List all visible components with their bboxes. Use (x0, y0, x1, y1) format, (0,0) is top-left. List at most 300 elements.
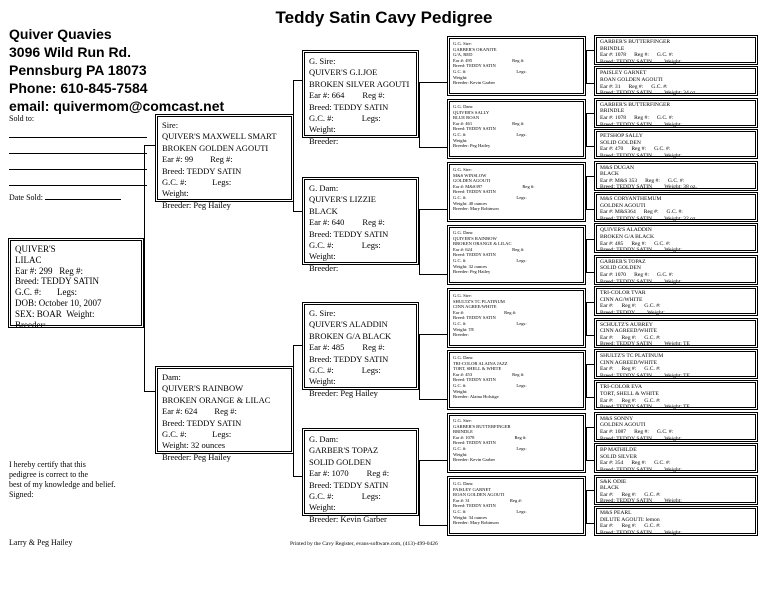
field-row (600, 153, 752, 160)
gg-reg: Reg #: (512, 120, 525, 126)
subject-breed: Breed: TEDDY SATIN (15, 276, 99, 287)
grandparent-breeder: Breeder: Kevin Garber (309, 513, 387, 524)
ggg-ear: Ear #: 1087 (600, 428, 627, 435)
great-grandparent-box (447, 413, 586, 473)
ggg-color: ROAN GOLDEN AGOUTI (600, 76, 663, 83)
ggg-ear: Ear #: (600, 303, 614, 310)
ggg-breed: Breed: TEDDY SATIN (600, 435, 653, 442)
ggg-breed: Breed: TEDDY SATIN (600, 372, 653, 379)
ggg-box (594, 161, 758, 191)
gg-name: M&S WINSLOW (453, 172, 487, 178)
gg-color: GOLDEN AGOUTI (453, 178, 491, 184)
gg-name: GARBER'S OKANITE (453, 46, 497, 52)
sold-to-line-4 (9, 185, 147, 186)
subject-name: QUIVER'S (15, 244, 56, 254)
certify-line: best of my knowledge and belief. (9, 480, 116, 489)
ggg-numbers (600, 303, 752, 310)
gg-breed: Breed: TEDDY SATIN (453, 440, 496, 446)
dam-box (155, 366, 294, 462)
gg-color: BLUE ROAN (453, 115, 480, 121)
ggg-box (594, 66, 758, 96)
ggg-numbers (600, 241, 752, 248)
grandparent-color: BLACK (309, 205, 338, 216)
grandparent-gc: G.C. #: (309, 113, 334, 124)
connector-grand (419, 82, 448, 148)
great-grandparent-box (447, 162, 586, 222)
ggg-numbers (600, 178, 752, 185)
ggg-gc: G.C. #: (644, 334, 661, 341)
gg-label: G.G. Sire: (453, 167, 472, 172)
ggg-numbers (600, 146, 752, 153)
grandparent-reg: Reg #: (366, 468, 390, 479)
field-row (600, 436, 752, 443)
ggg-reg: Reg #: (631, 240, 647, 247)
ggg-gc: G.C. #: (656, 52, 674, 59)
ggg-color: GOLDEN AGOUTI (600, 202, 646, 209)
gg-gc: G.C. #: (453, 68, 467, 74)
field-row (309, 342, 412, 353)
ggg-box (594, 380, 758, 410)
ggg-weight: Weight: (664, 529, 682, 536)
ggg-reg: Reg #: (621, 366, 637, 373)
ggg-name: TRI-COLOR EVA (600, 384, 643, 391)
gg-label: G.G. Dam: (453, 104, 474, 109)
ggg-breed: Breed: TEDDY SATIN (600, 498, 653, 505)
ggg-breed: Breed: TEDDY SATIN (600, 404, 653, 411)
field-row (600, 310, 752, 317)
field-row (600, 404, 752, 411)
gg-breed: Breed: TEDDY SATIN (453, 252, 496, 258)
ggg-numbers (600, 84, 752, 91)
field-row (600, 373, 752, 380)
ggg-reg: Reg #: (621, 334, 637, 341)
gg-weight: Weight: TE (453, 326, 475, 332)
ggg-reg: Reg #: (621, 303, 637, 310)
dam-label: Dam: (162, 372, 181, 382)
ggg-ear: Ear #: 485 (600, 240, 624, 247)
gg-weight: Weight: (453, 137, 468, 143)
gg-label: G.G. Dam: (453, 355, 474, 360)
subject-legs: Legs: (57, 287, 78, 298)
ggg-reg: Reg #: (634, 52, 649, 59)
gg-ear: Ear #: 495 (453, 57, 473, 63)
ggg-weight: Weight: TE (664, 341, 690, 348)
grandparent-box (302, 428, 419, 524)
grandparent-breeder: Breeder: (309, 135, 339, 146)
sire-name: QUIVER'S MAXWELL SMART (162, 131, 277, 142)
ggg-box (594, 192, 758, 222)
gg-breed: Breed: TEDDY SATIN (453, 377, 496, 383)
subject-box (8, 238, 144, 328)
ggg-reg: Reg #: (634, 428, 649, 435)
ggg-color: CINN AGREED/WHITE (600, 359, 658, 366)
ggg-color: SOLID GOLDEN (600, 265, 641, 272)
ggg-breed: Breed: TEDDY SATIN (600, 466, 653, 473)
ggg-reg: Reg #: (631, 460, 647, 467)
field-row (309, 468, 412, 479)
grandparent-gc: G.C. #: (309, 365, 334, 376)
sire-reg: Reg #: (210, 154, 233, 165)
dam-name: QUIVER'S RAINBOW (162, 383, 244, 394)
field-row (600, 90, 752, 97)
ggg-gc: G.C. #: (644, 491, 661, 498)
ggg-gc: G.C. #: (654, 146, 671, 153)
grandparent-ear: Ear #: 1070 (309, 468, 349, 479)
ggg-box (594, 506, 758, 536)
ggg-name: GARBER'S TOPAZ (600, 258, 646, 265)
ggg-box (594, 129, 758, 159)
gg-legs: Legs: (516, 382, 527, 388)
field-row (600, 341, 752, 348)
gg-ear: Ear #: M&S397 (453, 183, 483, 189)
ggg-numbers (600, 366, 752, 373)
connector-grand (419, 209, 448, 275)
gg-label: G.G. Sire: (453, 418, 472, 423)
gg-breed: Breed: TEDDY SATIN (453, 189, 496, 195)
ggg-numbers (600, 398, 752, 405)
gg-name: TRI-COLOR ALAINA JAZZ (453, 360, 508, 366)
signed-label: Signed: (9, 490, 34, 499)
ggg-gc: G.C. #: (667, 177, 685, 184)
grandparent-reg: Reg #: (362, 342, 385, 353)
grandparent-breed: Breed: TEDDY SATIN (309, 228, 389, 239)
date-sold-label: Date Sold: (9, 193, 43, 202)
gg-label: G.G. Sire: (453, 41, 472, 46)
grandparent-weight: Weight: (309, 502, 336, 513)
grandparent-legs: Legs: (361, 240, 381, 251)
grandparent-ear: Ear #: 664 (309, 90, 345, 101)
ggg-gc: G.C. #: (656, 428, 674, 435)
breeder-info (9, 25, 224, 115)
ggg-name: S&K ODIE (600, 478, 627, 485)
ggg-color: GOLDEN AGOUTI (600, 422, 646, 429)
gg-reg: Reg #: (514, 434, 527, 440)
ggg-color: BLACK (600, 485, 619, 492)
grandparent-box (302, 177, 419, 273)
signer-name: Larry & Peg Hailey (9, 538, 73, 547)
dam-breeder: Breeder: Peg Hailey (162, 451, 231, 462)
ggg-name: M&S PEARL (600, 510, 632, 516)
gg-reg: Reg #: (522, 183, 535, 189)
grandparent-label: G. Dam: (309, 434, 339, 444)
ggg-reg: Reg #: (621, 397, 637, 404)
grandparent-breed: Breed: TEDDY SATIN (309, 101, 389, 112)
grandparent-color: BROKEN SILVER AGOUTI (309, 78, 410, 89)
grandparent-name: GARBER'S TOPAZ (309, 445, 379, 456)
grandparent-reg: Reg #: (362, 90, 385, 101)
gg-weight: Weight: (453, 74, 468, 80)
gg-ear: Ear #: 1078 (453, 434, 475, 440)
gg-color: CINN AGREE/WHITE (453, 304, 497, 310)
gg-legs: Legs: (516, 68, 527, 74)
gg-name: QUIVER'S RAINBOW (453, 235, 497, 241)
certification (9, 460, 116, 500)
dam-weight: Weight: 32 ounces (162, 440, 226, 451)
gg-reg: Reg #: (509, 497, 522, 503)
great-grandparent-box (447, 350, 586, 410)
grandparent-legs: Legs: (361, 113, 381, 124)
ggg-box (594, 349, 758, 379)
grandparent-ear: Ear #: 485 (309, 342, 345, 353)
gg-ear: Ear #: 624 (453, 246, 473, 252)
ggg-numbers (600, 209, 752, 216)
ggg-weight: Weight: (664, 278, 682, 285)
ggg-name: TRI-COLOR TVAR (600, 290, 646, 297)
ggg-gc: G.C. #: (666, 209, 683, 216)
ggg-breed: Breed: TEDDY SATIN (600, 341, 653, 348)
gg-gc: G.C. #: (453, 445, 467, 451)
breeder-email: email: quivermom@comcast.net (9, 98, 225, 114)
ggg-name: SHULTZ'S TC PLATINUM (600, 353, 664, 359)
certify-line: I hereby certify that this (9, 460, 86, 469)
great-grandparent-box (447, 476, 586, 536)
ggg-color: BROKEN G/A BLACK (600, 233, 655, 240)
gg-legs: Legs: (516, 194, 527, 200)
ggg-box (594, 318, 758, 348)
ggg-weight: Weight: (664, 152, 682, 159)
grandparent-breeder: Breeder: Peg Hailey (309, 387, 378, 398)
subject-gc: G.C. #: (15, 287, 42, 298)
ggg-color: SOLID GOLDEN (600, 139, 641, 146)
ggg-color: BLACK (600, 171, 619, 178)
subject-dob: DOB: October 10, 2007 (15, 297, 102, 308)
ggg-gc: G.C. #: (644, 303, 661, 310)
field-row (600, 530, 752, 537)
gg-color: ROAN GOLDEN AGOUTI (453, 492, 505, 498)
sold-to-line-2 (9, 153, 147, 154)
ggg-name: M&S CORYANTHEMUM (600, 196, 662, 202)
sire-gc: G.C. #: (162, 177, 187, 188)
gg-weight: Weight: 34 ounces (453, 514, 488, 520)
ggg-color: BRINDLE (600, 108, 625, 115)
ggg-breed: Breed: TEDDY SATIN (600, 58, 653, 65)
sire-legs: Legs: (212, 177, 232, 188)
ggg-ear: Ear #: 354 (600, 460, 624, 467)
ggg-ear: Ear #: 1078 (600, 52, 627, 59)
subject-breeder: Breeder: (15, 319, 46, 330)
ggg-ear: Ear #: (600, 491, 614, 498)
ggg-ear: Ear #: M&S364 (600, 209, 636, 216)
grandparent-label: G. Sire: (309, 56, 336, 66)
gg-gc: G.C. #: (453, 382, 467, 388)
dam-breed: Breed: TEDDY SATIN (162, 417, 242, 428)
field-row (600, 59, 752, 66)
ggg-weight: Weight: TE (664, 372, 690, 379)
field-row (600, 247, 752, 254)
grandparent-label: G. Sire: (309, 308, 336, 318)
ggg-weight: Weight: (664, 247, 682, 254)
subject-sex: SEX: BOAR (15, 308, 62, 319)
page-title: Teddy Satin Cavy Pedigree (275, 8, 493, 27)
ggg-gc: G.C. #: (654, 240, 671, 247)
gg-breed: Breed: TEDDY SATIN (453, 503, 496, 509)
field-row (309, 491, 412, 502)
field-row (309, 90, 412, 101)
ggg-weight: Weight: 38 oz. (664, 184, 697, 191)
gg-legs: Legs: (516, 508, 527, 514)
field-row (600, 122, 752, 129)
gg-gc: G.C. #: (453, 194, 467, 200)
great-grandparent-box (447, 225, 586, 285)
gg-breed: Breed: TEDDY SATIN (453, 126, 496, 132)
grandparent-weight: Weight: (309, 376, 336, 387)
ggg-box (594, 223, 758, 253)
ggg-breed: Breed: TEDDY SATIN (600, 121, 653, 128)
gg-gc: G.C. #: (453, 508, 467, 514)
ggg-numbers (600, 429, 752, 436)
field-row (600, 184, 752, 191)
gg-legs: Legs: (516, 445, 527, 451)
ggg-ear: Ear #: 1078 (600, 114, 627, 121)
ggg-name: PETSHOP SALLY (600, 133, 643, 140)
ggg-color: CINN AGREED/WHITE (600, 328, 658, 335)
dam-reg: Reg #: (214, 406, 237, 417)
field-row (600, 279, 752, 286)
ggg-reg: Reg #: (643, 209, 659, 216)
gg-label: G.G. Dam: (453, 230, 474, 235)
gg-weight: Weight: 32 ounces (453, 263, 488, 269)
ggg-name: BP MATHILDE (600, 447, 637, 454)
ggg-breed: Breed: TEDDY SATIN (600, 184, 653, 191)
ggg-weight: Weight: (664, 435, 682, 442)
gg-breeder: Breeder: Peg Hailey (453, 143, 491, 149)
gg-legs: Legs: (516, 257, 527, 263)
grandparent-ear: Ear #: 640 (309, 217, 345, 228)
date-sold (9, 192, 121, 202)
gg-legs: Legs: (516, 131, 527, 137)
ggg-name: QUIVER'S ALADDIN (600, 227, 652, 234)
gg-weight: Weight: (453, 388, 468, 394)
ggg-box (594, 255, 758, 285)
ggg-ear: Ear #: 31 (600, 83, 621, 90)
ggg-numbers (600, 492, 752, 499)
ggg-ear: Ear #: (600, 334, 614, 341)
ggg-reg: Reg #: (634, 271, 649, 278)
great-grandparent-box (447, 288, 586, 348)
ggg-reg: Reg #: (645, 177, 660, 184)
ggg-color: CINN AG/WHITE (600, 296, 643, 303)
date-sold-line (45, 192, 121, 200)
ggg-reg: Reg #: (631, 146, 647, 153)
gg-color: TORT, SHELL & WHITE (453, 366, 502, 372)
grandparent-name: QUIVER'S ALADDIN (309, 319, 388, 330)
dam-color: BROKEN ORANGE & LILAC (162, 394, 271, 405)
ggg-numbers (600, 460, 752, 467)
breeder-phone: Phone: 610-845-7584 (9, 80, 148, 96)
gg-ear: Ear #: 31 (453, 497, 470, 503)
breeder-city: Pennsburg PA 18073 (9, 62, 147, 78)
field-row (309, 240, 412, 251)
ggg-weight: Weight: (664, 58, 682, 65)
ggg-box (594, 98, 758, 128)
breeder-name: Quiver Quavies (9, 26, 112, 42)
grandparent-name: QUIVER'S G.I.JOE (309, 67, 378, 78)
ggg-name: GARBER'S BUTTERFINGER (600, 39, 671, 45)
subject-weight: Weight: (66, 308, 95, 319)
grandparent-name: QUIVER'S LIZZIE (309, 194, 376, 205)
gg-color: G/A, RED (453, 52, 473, 58)
gg-gc: G.C. #: (453, 131, 467, 137)
subject-color: LILAC (15, 254, 42, 265)
gg-breeder: Breeder: (453, 332, 469, 338)
gg-reg: Reg #: (512, 371, 525, 377)
grandparent-reg: Reg #: (362, 217, 385, 228)
ggg-ear: Ear #: (600, 523, 614, 530)
ggg-name: SCHULTZ'S AUBREY (600, 321, 653, 328)
ggg-color: TORT, SHELL & WHITE (600, 390, 659, 397)
grandparent-breed: Breed: TEDDY SATIN (309, 353, 389, 364)
ggg-ear: Ear #: (600, 397, 614, 404)
great-grandparent-box (447, 36, 586, 96)
ggg-gc: G.C. #: (656, 114, 674, 121)
gg-legs: Legs: (516, 320, 527, 326)
gg-weight: Weight: 40 ounces (453, 200, 488, 206)
ggg-weight: Weight: (664, 498, 682, 505)
ggg-gc: G.C. #: (654, 460, 671, 467)
gg-breeder: Breeder: Peg Hailey (453, 269, 491, 275)
ggg-weight: Weight: 34 oz. (664, 90, 697, 97)
ggg-gc: G.C. #: (644, 397, 661, 404)
printed-by: Printed by the Cavy Register, evans-software.com, (413)-499-0426 (290, 541, 438, 547)
ggg-name: M&S SONNY (600, 415, 634, 422)
ggg-breed: Breed: TEDDY SATIN (600, 152, 653, 159)
ggg-reg: Reg #: (634, 114, 649, 121)
ggg-numbers (600, 52, 752, 59)
gg-breeder: Breeder: Alaina Holstige (453, 394, 499, 400)
field-row (309, 217, 412, 228)
gg-reg: Reg #: (512, 57, 525, 63)
connector-grand (419, 334, 448, 400)
dam-legs: Legs: (212, 429, 232, 440)
ggg-breed: Breed: TEDDY SATIN (600, 90, 653, 97)
sire-label: Sire: (162, 120, 179, 130)
ggg-ear: Ear #: 1070 (600, 271, 627, 278)
ggg-breed: Breed: TEDDY SATIN (600, 278, 653, 285)
ggg-gc: G.C. #: (651, 83, 668, 90)
gg-weight: Weight: (453, 451, 468, 457)
sire-color: BROKEN GOLDEN AGOUTI (162, 142, 269, 153)
ggg-gc: G.C. #: (644, 366, 661, 373)
gg-breed: Breed: TEDDY SATIN (453, 315, 496, 321)
ggg-reg: Reg #: (621, 491, 637, 498)
breeder-address: 3096 Wild Run Rd. (9, 44, 132, 60)
gg-ear: Ear #: 453 (453, 371, 473, 377)
gg-label: G.G. Dam: (453, 481, 474, 486)
sold-to-line-1 (9, 137, 147, 138)
ggg-breed: Breed: TEDDY SATIN (600, 529, 653, 536)
ggg-numbers (600, 272, 752, 279)
sold-to-label: Sold to: (9, 114, 35, 123)
field-row (600, 498, 752, 505)
ggg-numbers (600, 523, 752, 530)
gg-reg: Reg #: (512, 246, 525, 252)
ggg-box (594, 286, 758, 316)
gg-gc: G.C. #: (453, 257, 467, 263)
grandparent-legs: Legs: (361, 491, 381, 502)
sire-weight: Weight: (162, 188, 189, 199)
ggg-color: BRINDLE (600, 45, 625, 52)
grandparent-gc: G.C. #: (309, 240, 334, 251)
field-row (600, 216, 752, 223)
sire-breeder: Breeder: Peg Hailey (162, 199, 231, 210)
sire-breed: Breed: TEDDY SATIN (162, 165, 242, 176)
ggg-ear: Ear #: M&S 353 (600, 177, 638, 184)
great-grandparent-box (447, 99, 586, 159)
ggg-box (594, 475, 758, 505)
ggg-breed: Breed: TEDDY SATIN (600, 215, 653, 222)
gg-breeder: Breeder: Mary Robinson (453, 206, 499, 212)
grandparent-box (302, 50, 419, 146)
